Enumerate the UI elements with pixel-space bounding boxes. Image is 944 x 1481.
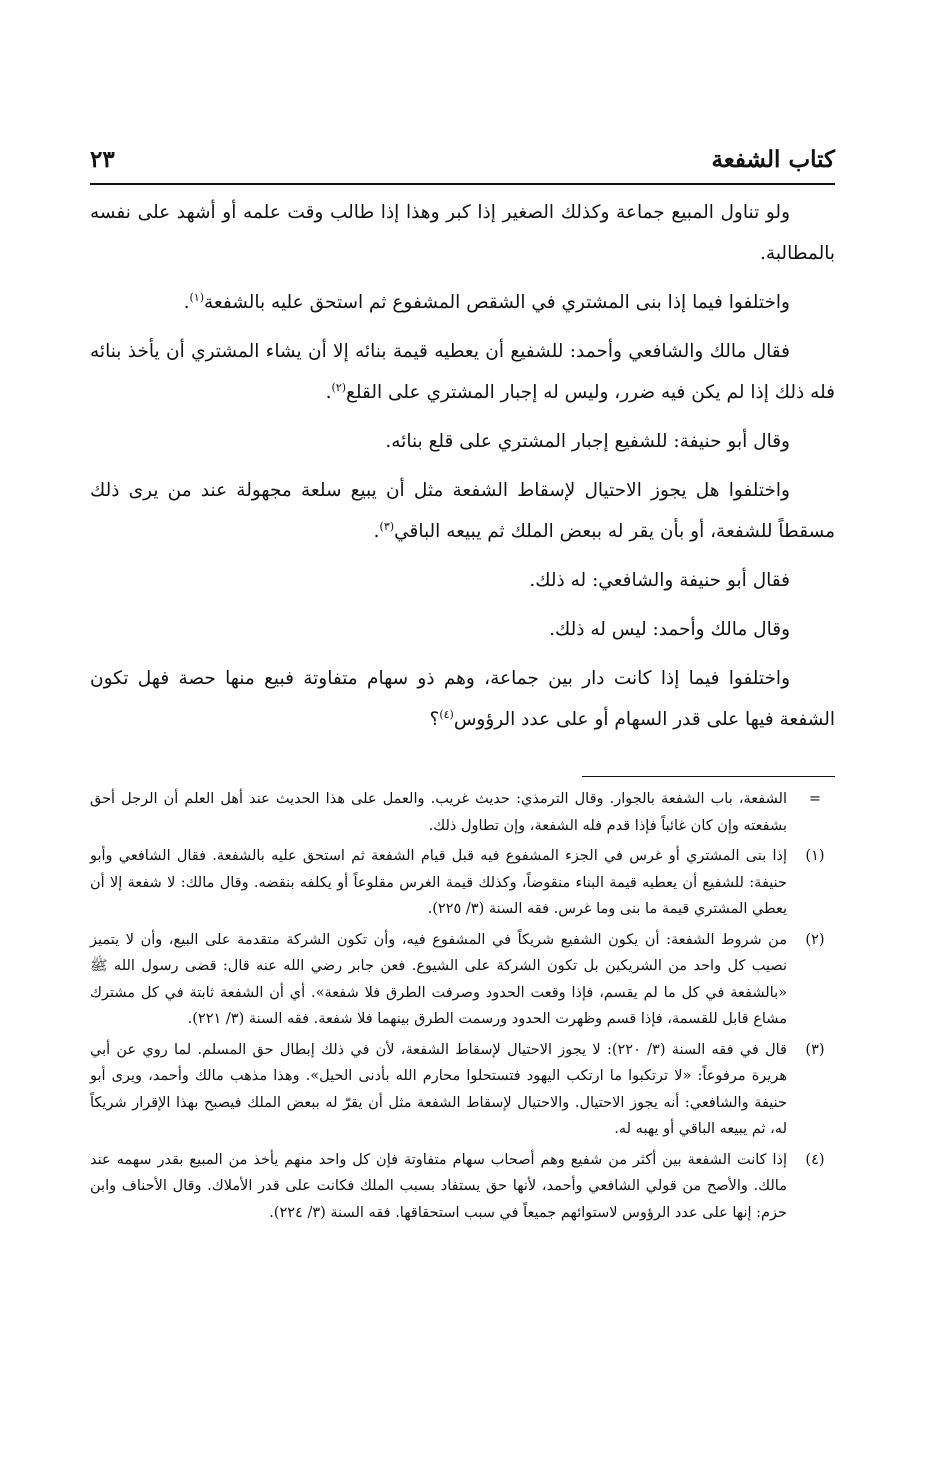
footnote-text: إذا كانت الشفعة بين أكثر من شفيع وهم أصحاب سهام متفاوتة فإن كل واحد منهم يأخذ من المبيع بقدر سهمه عند مالك. والأصح من قولي الشافعي وأحمد، لأنها حق يستفاد بسبب الملك فكانت على قدر الأملاك. وقال الأحناف وابن حزم: إنها على عدد الرؤوس لاستوائهم جميعاً في سبب استحقاقها. فقه السنة (٣/ ٢٢٤). [90, 1151, 787, 1221]
footnote [90, 927, 835, 1033]
footnote-text: إذا بنى المشتري أو غرس في الجزء المشفوع فيه قبل قيام الشفعة ثم استحق عليه بالشفعة. فقال الشافعي وأبو حنيفة: للشفيع أن يعطيه قيمة البناء منقوضاً، وكذلك قيمة الغرس مقلوعاً أو يكلفه بنقضه. وقال مالك: لا شفعة إلا أن يعطي المشتري قيمة ما بنى وما غرس. فقه السنة (٣/ ٢٢٥). [90, 848, 787, 917]
header-divider [90, 183, 835, 185]
footnote [90, 1147, 835, 1227]
footnote-text: الشفعة، باب الشفعة بالجوار. وقال الترمذي: حديث غريب. والعمل على هذا الحديث عند أهل العلم أن الرجل أحق بشفعته وإن كان غائباً فإذا قدم فله الشفعة، وإن تطاول ذلك. [90, 791, 787, 834]
main-text [90, 192, 835, 740]
paragraph: واختلفوا فيما إذا كانت دار بين جماعة، وهم ذو سهام متفاوتة فبيع منها حصة فهل تكون الشفعة فيها على قدر السهام أو على عدد الرؤوس$^{(٤)}$؟ [90, 668, 835, 730]
paragraph: فقال أبو حنيفة والشافعي: له ذلك. [529, 570, 790, 591]
footnote [90, 1037, 835, 1143]
page-number: ٢٣ [90, 146, 115, 173]
footnote-ref[interactable]: (٣) [379, 519, 395, 533]
footnote-marker: (٣) [805, 1041, 825, 1058]
footnote-marker: (١) [805, 848, 825, 864]
footnote-marker: (٢) [805, 931, 825, 948]
footnote-ref[interactable]: (١) [189, 290, 205, 304]
paragraph: وقال مالك وأحمد: ليس له ذلك. [549, 619, 790, 640]
footnote-divider [582, 776, 835, 777]
footnote-ref[interactable]: (٢) [331, 380, 347, 394]
footnote [90, 786, 835, 839]
footnote-marker: = [808, 791, 822, 807]
footnote-marker: (٤) [805, 1151, 825, 1168]
paragraph: واختلفوا هل يجوز الاحتيال لإسقاط الشفعة مثل أن يبيع سلعة مجهولة عند من يرى ذلك مسقطاً للشفعة، أو بأن يقر له ببعض الملك ثم يبيعه الباقي$^{(٣)}$. [90, 480, 835, 542]
footnote-text: من شروط الشفعة: أن يكون الشفيع شريكاً في المشفوع فيه، وأن تكون الشركة متقدمة على البيع، وأن لا يتميز نصيب كل واحد من الشريكين بل تكون الشركة على الشيوع. فعن جابر رضي الله عنه قال: قضى رسول الله ﷺ «بالشفعة في كل ما لم يقسم، فإذا وقعت الحدود وصرفت الطرق فلا شفعة». أي أن الشفعة ثابتة في كل مشترك مشاع قابل للقسمة، فإذا قسم وظهرت الحدود ورسمت الطرق بينهما فلا شفعة. فقه السنة (٣/ ٢٢١). [90, 931, 787, 1027]
footnote-text: قال في فقه السنة (٣/ ٢٢٠): لا يجوز الاحتيال لإسقاط الشفعة، لأن في ذلك إبطال حق المسلم. لما روي عن أبي هريرة مرفوعاً: «لا ترتكبوا ما ارتكب اليهود فتستحلوا محارم الله بأدنى الحيل». وهذا مذهب مالك وأحمد، ويرى أبو حنيفة والشافعي: أنه يجوز الاحتيال. والاحتيال لإسقاط الشفعة مثل أن يقرّ له ببعض الملك فيصبح بهذا الإقرار شريكاً له، ثم يبيعه الباقي أو يهبه له. [90, 1041, 787, 1137]
chapter-title: كتاب الشفعة [711, 146, 835, 173]
paragraph: وقال أبو حنيفة: للشفيع إجبار المشتري على قلع بنائه. [385, 431, 790, 452]
paragraph: ولو تناول المبيع جماعة وكذلك الصغير إذا كبر وهذا إذا طالب وقت علمه أو أشهد على نفسه بالمطالبة. [90, 202, 835, 264]
footnote-ref[interactable]: (٤) [439, 707, 454, 721]
paragraph: واختلفوا فيما إذا بنى المشتري في الشقص المشفوع ثم استحق عليه بالشفعة$^{(١)}$. [183, 290, 790, 313]
footnote [90, 843, 835, 923]
running-header [90, 140, 835, 180]
paragraph: فقال مالك والشافعي وأحمد: للشفيع أن يعطيه قيمة بنائه إلا أن يشاء المشتري أن يأخذ بنائه فله ذلك إذا لم يكن فيه ضرر، وليس له إجبار المشتري على القلع$^{(٢)}$. [90, 341, 835, 403]
footnotes [90, 786, 835, 1230]
